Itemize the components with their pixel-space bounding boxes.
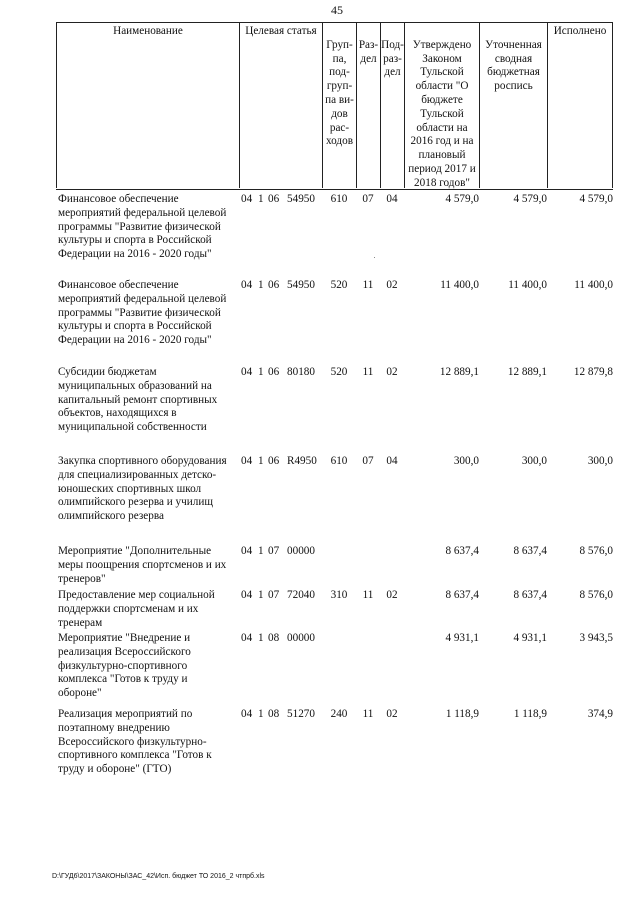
refined-amount: 12 889,1 <box>507 366 547 378</box>
header-approved <box>404 22 479 188</box>
section-code: 11 <box>362 279 374 291</box>
target-code-event: 06 <box>268 279 280 291</box>
executed-amount: 8 576,0 <box>579 545 613 557</box>
target-code-direction: 00000 <box>287 545 315 557</box>
refined-amount: 4 579,0 <box>513 193 547 205</box>
subsection-code: 02 <box>386 366 398 378</box>
header-subsection-text: Под- раз- дел <box>381 38 404 79</box>
target-code-event: 06 <box>268 193 280 205</box>
header-name <box>56 22 239 188</box>
target-code-event: 06 <box>268 455 280 467</box>
executed-amount: 300,0 <box>587 455 613 467</box>
target-code-program: 04 <box>241 193 253 205</box>
target-code-direction: 54950 <box>287 279 315 291</box>
target-code-direction: 72040 <box>287 589 315 601</box>
approved-amount: 8 637,4 <box>445 589 479 601</box>
target-code-event: 08 <box>268 708 280 720</box>
refined-amount: 8 637,4 <box>513 545 547 557</box>
header-group-text: Груп- па, под- груп- па ви- дов рас- ходов <box>325 38 354 148</box>
header-target-text: Целевая статья <box>245 25 317 37</box>
expense-group: 520 <box>330 279 348 291</box>
executed-amount: 11 400,0 <box>574 279 613 291</box>
target-code-program: 04 <box>241 279 253 291</box>
target-code-subprogram: 1 <box>258 366 264 378</box>
approved-amount: 4 931,1 <box>445 632 479 644</box>
header-subsection <box>380 22 404 188</box>
target-code-program: 04 <box>241 545 253 557</box>
expense-group: 610 <box>330 455 348 467</box>
refined-amount: 300,0 <box>521 455 547 467</box>
row-name: Субсидии бюджетам муниципальных образований на капитальный ремонт спортивных объектов, находящихся в муниципальной собственности <box>58 366 218 434</box>
header-target <box>239 22 322 188</box>
expense-group: 520 <box>330 366 348 378</box>
subsection-code: 02 <box>386 708 398 720</box>
row-name: Мероприятие "Внедрение и реализация Всероссийского физкультурно-спортивного комплекса "Готов к труду и обороне" <box>58 632 191 700</box>
target-code-program: 04 <box>241 589 253 601</box>
target-code-event: 07 <box>268 545 280 557</box>
target-code-program: 04 <box>241 455 253 467</box>
approved-amount: 11 400,0 <box>440 279 479 291</box>
header-section-text: Раз- дел <box>358 38 379 65</box>
refined-amount: 8 637,4 <box>513 589 547 601</box>
expense-group: 310 <box>330 589 348 601</box>
refined-amount: 11 400,0 <box>508 279 547 291</box>
row-name: Финансовое обеспечение мероприятий федеральной целевой программы "Развитие физической культуры и спорта в Российской Федерации на 2016 - 2020 годы" <box>58 193 227 261</box>
header-executed-text: Исполнено <box>553 25 607 37</box>
target-code-program: 04 <box>241 366 253 378</box>
executed-amount: 12 879,8 <box>573 366 613 378</box>
target-code-program: 04 <box>241 632 253 644</box>
target-code-subprogram: 1 <box>258 193 264 205</box>
row-name: Финансовое обеспечение мероприятий федеральной целевой программы "Развитие физической культуры и спорта в Российской Федерации на 2016 - 2020 годы" <box>58 279 227 347</box>
refined-amount: 4 931,1 <box>513 632 547 644</box>
approved-amount: 4 579,0 <box>445 193 479 205</box>
header-name-text: Наименование <box>113 25 183 37</box>
section-code: 07 <box>362 193 374 205</box>
page-number: 45 <box>331 3 343 17</box>
scan-speck <box>374 257 375 258</box>
target-code-direction: 54950 <box>287 193 315 205</box>
header-section <box>356 22 380 188</box>
target-code-event: 06 <box>268 366 280 378</box>
target-code-subprogram: 1 <box>258 455 264 467</box>
target-code-event: 08 <box>268 632 280 644</box>
target-code-subprogram: 1 <box>258 545 264 557</box>
target-code-subprogram: 1 <box>258 708 264 720</box>
header-group <box>322 22 356 188</box>
target-code-event: 07 <box>268 589 280 601</box>
section-code: 11 <box>362 708 374 720</box>
row-name: Мероприятие "Дополнительные меры поощрения спортсменов и их тренеров" <box>58 545 227 585</box>
header-executed <box>547 22 613 188</box>
target-code-direction: R4950 <box>287 455 317 467</box>
row-name: Предоставление мер социальной поддержки спортсменам и их тренерам <box>58 589 215 629</box>
executed-amount: 374,9 <box>587 708 613 720</box>
executed-amount: 8 576,0 <box>579 589 613 601</box>
section-code: 11 <box>362 366 374 378</box>
approved-amount: 8 637,4 <box>445 545 479 557</box>
expense-group: 240 <box>330 708 348 720</box>
subsection-code: 04 <box>386 193 398 205</box>
header-approved-text: Утверждено Законом Тульской области "О бюджете Тульской области на 2016 год и на плановый период 2017 и 2018 годов" <box>408 38 476 189</box>
target-code-subprogram: 1 <box>258 589 264 601</box>
approved-amount: 12 889,1 <box>439 366 479 378</box>
target-code-direction: 51270 <box>287 708 315 720</box>
subsection-code: 04 <box>386 455 398 467</box>
target-code-subprogram: 1 <box>258 632 264 644</box>
header-refined-text: Уточненная сводная бюджетная роспись <box>485 38 542 93</box>
target-code-direction: 00000 <box>287 632 315 644</box>
refined-amount: 1 118,9 <box>513 708 547 720</box>
expense-group: 610 <box>330 193 348 205</box>
row-name: Закупка спортивного оборудования для специализированных детско- юношеских спортивных школ олимпийского резерва и училищ олимпийского резерва <box>58 455 227 523</box>
file-path-footer: D:\ГУД6\2017\ЗАКОНЫ\ЗАС_42\Исп. бюджет ТО 2016_2 чтпрб.xls <box>52 873 265 880</box>
target-code-program: 04 <box>241 708 253 720</box>
section-code: 11 <box>362 589 374 601</box>
subsection-code: 02 <box>386 279 398 291</box>
target-code-subprogram: 1 <box>258 279 264 291</box>
target-code-direction: 80180 <box>287 366 315 378</box>
subsection-code: 02 <box>386 589 398 601</box>
approved-amount: 1 118,9 <box>445 708 479 720</box>
section-code: 07 <box>362 455 374 467</box>
row-name: Реализация мероприятий по поэтапному внедрению Всероссийского физкультурно- спортивного комплекса "Готов к труду и обороне" (ГТО) <box>58 708 212 776</box>
approved-amount: 300,0 <box>453 455 479 467</box>
header-refined <box>479 22 547 188</box>
executed-amount: 4 579,0 <box>579 193 613 205</box>
executed-amount: 3 943,5 <box>579 632 613 644</box>
